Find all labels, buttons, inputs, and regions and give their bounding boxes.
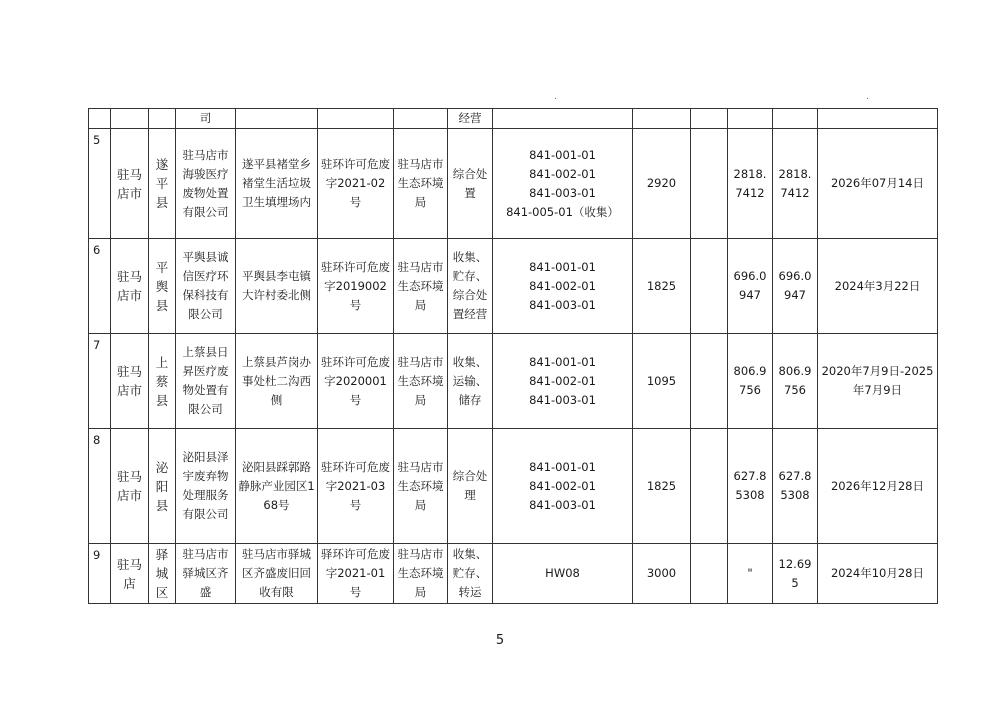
address-cell: 泌阳县踩郭路静脉产业园区168号 bbox=[236, 429, 318, 544]
company-tail-cell: 司 bbox=[176, 109, 236, 129]
validity-cell: 2026年12月28日 bbox=[818, 429, 938, 544]
city-cell: 驻马店市 bbox=[111, 429, 149, 544]
validity-cell: 2020年7月9日-2025年7月9日 bbox=[818, 334, 938, 429]
cell-blank bbox=[633, 109, 691, 129]
cell-blank bbox=[394, 109, 448, 129]
waste-code: HW08 bbox=[545, 566, 580, 580]
cell-blank bbox=[691, 109, 728, 129]
cell-blank bbox=[111, 109, 149, 129]
validity-cell: 2024年10月28日 bbox=[818, 544, 938, 604]
value1-cell: 696.0947 bbox=[728, 239, 773, 334]
value1-cell: " bbox=[728, 544, 773, 604]
license-cell: 驻环许可危废字2019002号 bbox=[318, 239, 394, 334]
value2-cell: 12.695 bbox=[773, 544, 818, 604]
blank-cell bbox=[691, 334, 728, 429]
scope-cell: 综合处理 bbox=[448, 429, 493, 544]
blank-cell bbox=[691, 429, 728, 544]
cell-blank bbox=[728, 109, 773, 129]
table-row bbox=[89, 334, 938, 429]
table-row bbox=[89, 544, 938, 604]
city-cell: 驻马店市 bbox=[111, 334, 149, 429]
value2-cell: 806.9756 bbox=[773, 334, 818, 429]
permit-table bbox=[88, 108, 938, 604]
authority-cell: 驻马店市生态环境局 bbox=[394, 334, 448, 429]
address-cell: 平舆县李屯镇大许村委北侧 bbox=[236, 239, 318, 334]
capacity-cell: 3000 bbox=[633, 544, 691, 604]
blank-cell bbox=[691, 239, 728, 334]
cell-blank bbox=[773, 109, 818, 129]
capacity-cell: 1095 bbox=[633, 334, 691, 429]
authority-cell: 驻马店市生态环境局 bbox=[394, 239, 448, 334]
company-cell: 上蔡县日昇医疗废物处置有限公司 bbox=[176, 334, 236, 429]
cell-blank bbox=[89, 109, 111, 129]
capacity-cell: 1825 bbox=[633, 239, 691, 334]
value2-cell: 696.0947 bbox=[773, 239, 818, 334]
scope-tail-cell: 经营 bbox=[448, 109, 493, 129]
no-cell: 9 bbox=[89, 544, 111, 604]
scope-cell: 综合处置 bbox=[448, 129, 493, 239]
authority-cell: 驻马店市生态环境局 bbox=[394, 544, 448, 604]
company-cell: 驻马店市海骏医疗废物处置有限公司 bbox=[176, 129, 236, 239]
table-row bbox=[89, 429, 938, 544]
company-cell: 平舆县诚信医疗环保科技有限公司 bbox=[176, 239, 236, 334]
continuation-header-row bbox=[89, 109, 938, 129]
capacity-cell: 2920 bbox=[633, 129, 691, 239]
scope-cell: 收集、贮存、转运 bbox=[448, 544, 493, 604]
waste-code: 841-003-01 bbox=[529, 185, 596, 200]
city-cell: 驻马店 bbox=[111, 544, 149, 604]
waste-code: 841-001-01 bbox=[529, 147, 596, 162]
value1-cell: 627.85308 bbox=[728, 429, 773, 544]
city-cell: 驻马店市 bbox=[111, 129, 149, 239]
county-cell: 泌阳县 bbox=[149, 429, 176, 544]
cell-blank bbox=[493, 109, 633, 129]
address-cell: 驻马店市驿城区齐盛废旧回收有限 bbox=[236, 544, 318, 604]
blank-cell bbox=[691, 544, 728, 604]
no-cell: 5 bbox=[89, 129, 111, 239]
license-cell: 驿环许可危废字2021-01号 bbox=[318, 544, 394, 604]
value2-cell: 627.85308 bbox=[773, 429, 818, 544]
waste-code: 841-003-01 bbox=[529, 297, 596, 312]
blank-cell bbox=[691, 129, 728, 239]
company-cell: 驻马店市驿城区齐盛 bbox=[176, 544, 236, 604]
waste-codes-cell bbox=[493, 239, 633, 334]
waste-code: 841-003-01 bbox=[529, 497, 596, 512]
capacity-cell: 1825 bbox=[633, 429, 691, 544]
no-cell: 8 bbox=[89, 429, 111, 544]
value1-cell: 2818.7412 bbox=[728, 129, 773, 239]
license-cell: 驻环许可危废字2021-03号 bbox=[318, 429, 394, 544]
county-cell: 上蔡县 bbox=[149, 334, 176, 429]
waste-code: 841-003-01 bbox=[529, 392, 596, 407]
waste-codes-cell bbox=[493, 334, 633, 429]
waste-code: 841-001-01 bbox=[529, 459, 596, 474]
license-cell: 驻环许可危废字2020001号 bbox=[318, 334, 394, 429]
city-cell: 驻马店市 bbox=[111, 239, 149, 334]
waste-code: 841-005-01（收集） bbox=[506, 204, 619, 219]
waste-code: 841-002-01 bbox=[529, 166, 596, 181]
county-cell: 驿城区 bbox=[149, 544, 176, 604]
table-row bbox=[89, 129, 938, 239]
value1-cell: 806.9756 bbox=[728, 334, 773, 429]
waste-code: 841-002-01 bbox=[529, 478, 596, 493]
cell-blank bbox=[236, 109, 318, 129]
waste-code: 841-002-01 bbox=[529, 278, 596, 293]
scan-mark: . bbox=[866, 92, 869, 102]
value2-cell: 2818.7412 bbox=[773, 129, 818, 239]
waste-code: 841-001-01 bbox=[529, 354, 596, 369]
waste-codes-cell bbox=[493, 429, 633, 544]
no-cell: 7 bbox=[89, 334, 111, 429]
scan-mark: . bbox=[554, 92, 557, 102]
cell-blank bbox=[149, 109, 176, 129]
waste-code: 841-002-01 bbox=[529, 373, 596, 388]
no-cell: 6 bbox=[89, 239, 111, 334]
waste-codes-cell bbox=[493, 544, 633, 604]
cell-blank bbox=[318, 109, 394, 129]
scope-cell: 收集、运输、储存 bbox=[448, 334, 493, 429]
validity-cell: 2024年3月22日 bbox=[818, 239, 938, 334]
waste-code: 841-001-01 bbox=[529, 259, 596, 274]
address-cell: 遂平县褚堂乡褚堂生活垃圾卫生填埋场内 bbox=[236, 129, 318, 239]
address-cell: 上蔡县芦岗办事处杜二沟西侧 bbox=[236, 334, 318, 429]
license-cell: 驻环许可危废字2021-02号 bbox=[318, 129, 394, 239]
table-row bbox=[89, 239, 938, 334]
waste-codes-cell bbox=[493, 129, 633, 239]
table-body bbox=[89, 109, 938, 604]
authority-cell: 驻马店市生态环境局 bbox=[394, 429, 448, 544]
cell-blank bbox=[818, 109, 938, 129]
county-cell: 遂平县 bbox=[149, 129, 176, 239]
validity-cell: 2026年07月14日 bbox=[818, 129, 938, 239]
authority-cell: 驻马店市生态环境局 bbox=[394, 129, 448, 239]
page-number: 5 bbox=[495, 633, 505, 648]
scope-cell: 收集、贮存、综合处置经营 bbox=[448, 239, 493, 334]
company-cell: 泌阳县泽宇废弃物处理服务有限公司 bbox=[176, 429, 236, 544]
county-cell: 平舆县 bbox=[149, 239, 176, 334]
